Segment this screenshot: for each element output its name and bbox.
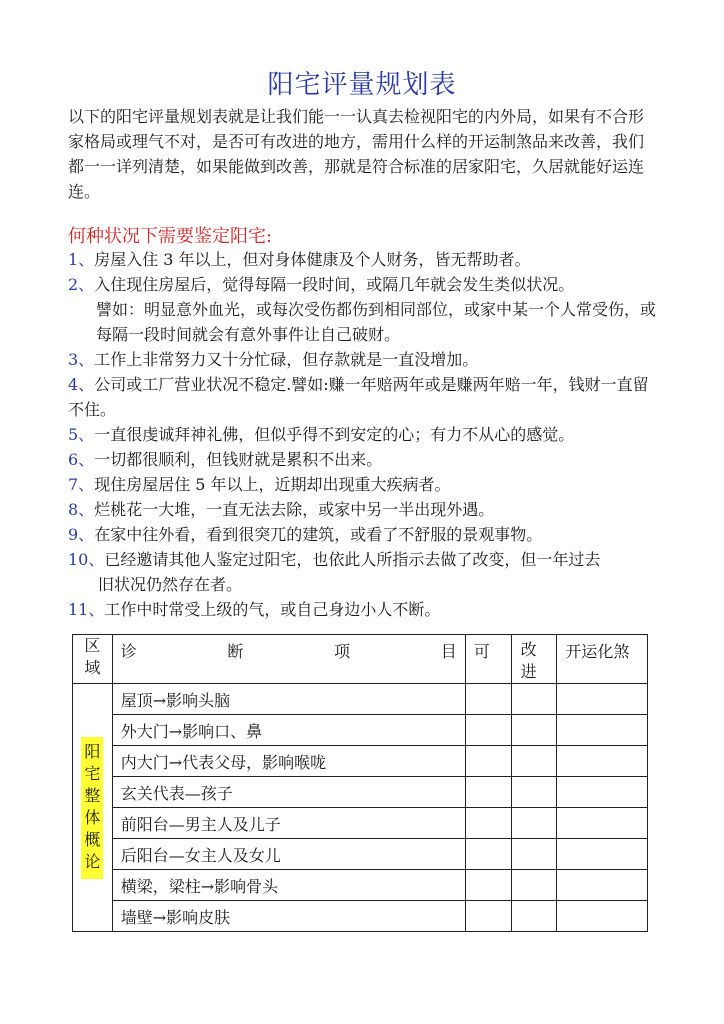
- list-item: 10、已经邀请其他人鉴定过阳宅，也依此人所指示去做了改变，但一年过去 旧状况仍然存在者。: [68, 547, 658, 597]
- gaijin-cell: [511, 684, 557, 715]
- gaijin-cell: [511, 715, 557, 746]
- ke-cell: [465, 715, 511, 746]
- list-item: 9、在家中往外看，看到很突兀的建筑，或看了不舒服的景观事物。: [68, 525, 543, 544]
- gaijin-cell: [511, 901, 557, 932]
- diagnosis-cell: 横梁，梁柱→影响骨头: [112, 870, 465, 901]
- kaiyun-cell: [557, 839, 648, 870]
- header-diagnosis: 诊 断 项 目: [112, 635, 465, 684]
- table-row: [73, 839, 648, 870]
- list-item: 6、一切都很顺利，但钱财就是累积不出来。: [68, 450, 383, 469]
- list-item: 8、烂桃花一大堆，一直无法去除，或家中另一半出现外遇。: [68, 500, 495, 519]
- gaijin-cell: [511, 808, 557, 839]
- ke-cell: [465, 808, 511, 839]
- list-item: 3、工作上非常努力又十分忙碌，但存款就是一直没增加。: [68, 350, 479, 369]
- table-row: [73, 777, 648, 808]
- condition-list: [68, 247, 658, 622]
- kaiyun-cell: [557, 684, 648, 715]
- evaluation-table: [72, 634, 648, 932]
- ke-cell: [465, 870, 511, 901]
- kaiyun-cell: [557, 901, 648, 932]
- list-item: 2、入住现住房屋后，觉得每隔一段时间，或隔几年就会发生类似状况。 譬如：明显意外血光，或每次受伤都伤到相同部位，或家中某一个人常受伤，或每隔一段时间就会有意外事件让自己破财。: [68, 272, 658, 347]
- table-row: [73, 746, 648, 777]
- page-title: 阳宅评量规划表: [267, 70, 457, 100]
- list-item: 7、现住房屋居住 5 年以上，近期却出现重大疾病者。: [68, 475, 451, 494]
- kaiyun-cell: [557, 777, 648, 808]
- table-row: [73, 684, 648, 715]
- list-item: 11、工作中时常受上级的气，或自己身边小人不断。: [68, 600, 441, 619]
- diagnosis-cell: 后阳台—女主人及女儿: [112, 839, 465, 870]
- list-item: 4、公司或工厂营业状况不稳定.譬如:赚一年赔两年或是赚两年赔一年，钱财一直留不住。: [68, 375, 649, 419]
- diagnosis-cell: 屋顶→影响头脑: [112, 684, 465, 715]
- table-row: [73, 715, 648, 746]
- table-row: [73, 870, 648, 901]
- list-item: 1、房屋入住 3 年以上，但对身体健康及个人财务，皆无帮助者。: [68, 250, 531, 269]
- header-area: 区域: [73, 635, 113, 684]
- ke-cell: [465, 746, 511, 777]
- gaijin-cell: [511, 777, 557, 808]
- diagnosis-cell: 墙壁→影响皮肤: [112, 901, 465, 932]
- table-header-row: [73, 635, 648, 684]
- header-kaiyun: 开运化煞: [557, 635, 648, 684]
- diagnosis-cell: 内大门→代表父母，影响喉咙: [112, 746, 465, 777]
- area-label: 阳宅整体概论: [81, 737, 103, 879]
- kaiyun-cell: [557, 870, 648, 901]
- section-heading: 何种状况下需要鉴定阳宅:: [68, 226, 273, 247]
- list-item: 5、一直很虔诚拜神礼佛，但似乎得不到安定的心；有力不从心的感觉。: [68, 425, 575, 444]
- diagnosis-cell: 前阳台—男主人及儿子: [112, 808, 465, 839]
- list-item-example: 譬如：明显意外血光，或每次受伤都伤到相同部位，或家中某一个人常受伤，或每隔一段时间就会有意外事件让自己破财。: [96, 300, 657, 344]
- gaijin-cell: [511, 746, 557, 777]
- kaiyun-cell: [557, 808, 648, 839]
- ke-cell: [465, 684, 511, 715]
- ke-cell: [465, 901, 511, 932]
- diagnosis-cell: 外大门→影响口、鼻: [112, 715, 465, 746]
- area-cell: [73, 684, 113, 932]
- kaiyun-cell: [557, 715, 648, 746]
- table-row: [73, 808, 648, 839]
- kaiyun-cell: [557, 746, 648, 777]
- header-gaijin: 改进: [511, 635, 557, 684]
- list-item-continuation: 旧状况仍然存在者。: [98, 575, 243, 594]
- intro-paragraph: 以下的阳宅评量规划表就是让我们能一一认真去检视阳宅的内外局，如果有不合形家格局或理气不对，是否可有改进的地方，需用什么样的开运制煞品来改善，我们都一一详列清楚，如果能做到改善，那就是符合标准的居家阳宅，久居就能好运连连。: [68, 107, 645, 201]
- table-row: [73, 901, 648, 932]
- gaijin-cell: [511, 870, 557, 901]
- header-ke: 可: [465, 635, 511, 684]
- ke-cell: [465, 777, 511, 808]
- ke-cell: [465, 839, 511, 870]
- diagnosis-cell: 玄关代表—孩子: [112, 777, 465, 808]
- gaijin-cell: [511, 839, 557, 870]
